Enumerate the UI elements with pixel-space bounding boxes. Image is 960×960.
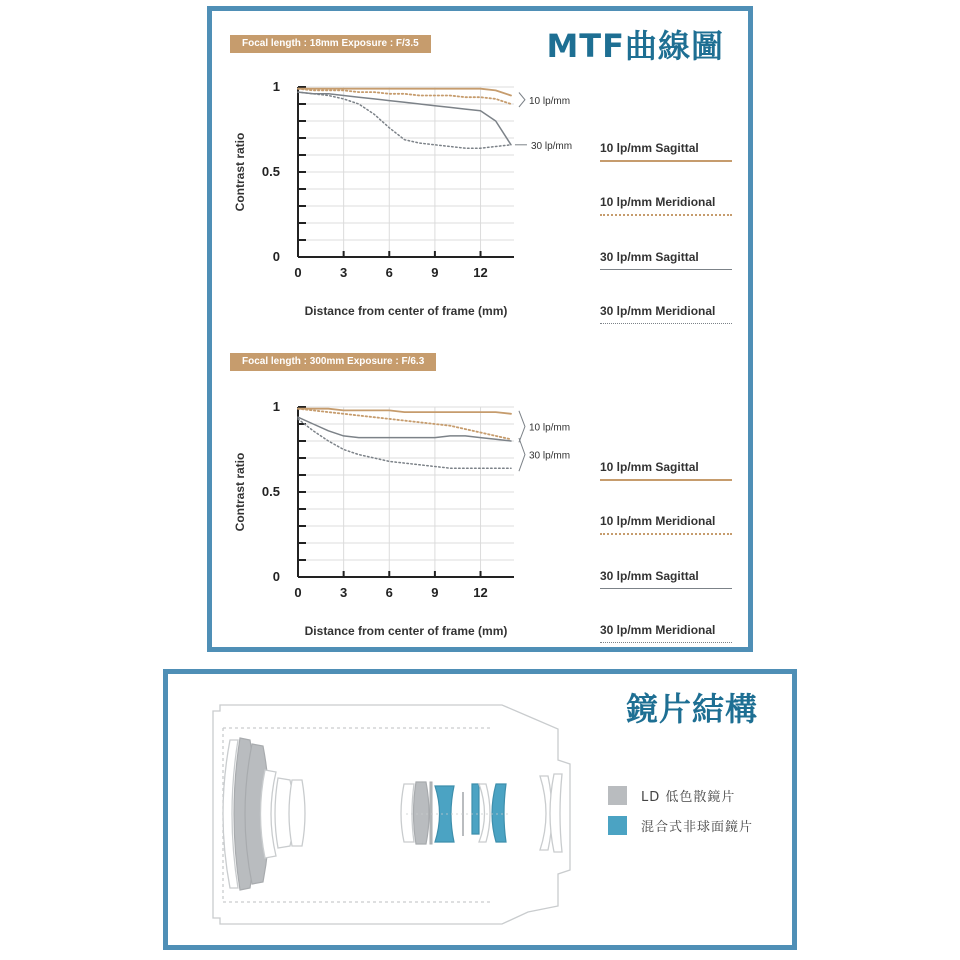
y-tick-label: 0.5 bbox=[261, 164, 280, 179]
legend-item bbox=[600, 195, 732, 216]
legend-item bbox=[600, 623, 732, 643]
y-tick-label: 0.5 bbox=[261, 484, 280, 499]
legend-label: 30 lp/mm Meridional bbox=[600, 623, 716, 637]
mtf-chart-18mm bbox=[212, 11, 752, 331]
x-tick-label: 6 bbox=[385, 265, 393, 280]
ld-legend-swatch bbox=[608, 786, 627, 805]
mtf-panel bbox=[207, 6, 753, 652]
hybrid-legend-swatch bbox=[608, 816, 627, 835]
legend-swatch bbox=[600, 642, 732, 643]
x-tick-label: 3 bbox=[340, 265, 348, 280]
series-line-30-lp-mm-sagittal bbox=[298, 92, 511, 145]
y-tick-label: 0 bbox=[272, 569, 280, 584]
legend-swatch bbox=[600, 479, 732, 481]
legend-label: 30 lp/mm Sagittal bbox=[600, 569, 699, 583]
chart-2-focal-label: Focal length : 300mm Exposure : F/6.3 bbox=[230, 353, 436, 371]
series-line-30-lp-mm-meridional bbox=[298, 419, 511, 468]
legend-swatch bbox=[600, 533, 732, 535]
x-tick-label: 9 bbox=[431, 265, 439, 280]
x-tick-label: 0 bbox=[294, 265, 302, 280]
legend-swatch bbox=[600, 269, 732, 270]
y-tick-label: 1 bbox=[272, 79, 280, 94]
legend-label: 30 lp/mm Meridional bbox=[600, 304, 716, 318]
legend-item bbox=[600, 141, 732, 162]
legend-label: 30 lp/mm Sagittal bbox=[600, 250, 699, 264]
hybrid-aspherical-lens-element bbox=[472, 784, 479, 834]
legend-label: 10 lp/mm Meridional bbox=[600, 514, 716, 528]
x-tick-label: 0 bbox=[294, 585, 302, 600]
series-group bbox=[298, 409, 511, 469]
series-group bbox=[298, 89, 511, 149]
ld-legend-label: LD 低色散鏡片 bbox=[641, 790, 736, 805]
annotation-brace bbox=[519, 93, 525, 108]
x-axis-title: Distance from center of frame (mm) bbox=[304, 624, 508, 638]
y-axis-title: Contrast ratio bbox=[233, 132, 247, 212]
y-tick-label: 0 bbox=[272, 249, 280, 264]
x-tick-label: 12 bbox=[473, 265, 488, 280]
lens-legend-item-hybrid bbox=[608, 816, 753, 835]
legend-item bbox=[600, 304, 732, 324]
legend-swatch bbox=[600, 214, 732, 216]
middle-lens-group bbox=[401, 782, 506, 844]
rear-lens-group bbox=[540, 774, 562, 852]
mtf-panel-title: MTF曲線圖 bbox=[546, 27, 724, 65]
legend-swatch bbox=[600, 588, 732, 589]
y-axis-title: Contrast ratio bbox=[233, 452, 247, 532]
legend-label: 10 lp/mm Meridional bbox=[600, 195, 716, 209]
x-tick-label: 6 bbox=[385, 585, 393, 600]
hybrid-aspherical-lens-element bbox=[492, 784, 506, 842]
legend-swatch bbox=[600, 160, 732, 162]
grid bbox=[298, 87, 514, 257]
x-axis-title: Distance from center of frame (mm) bbox=[304, 304, 508, 318]
legend-item bbox=[600, 514, 732, 535]
annotation-brace bbox=[519, 411, 525, 443]
front-lens-group bbox=[223, 738, 305, 890]
y-tick-label: 1 bbox=[272, 399, 280, 414]
legend-item bbox=[600, 250, 732, 270]
mtf-chart-300mm bbox=[212, 331, 752, 651]
legend-label: 10 lp/mm Sagittal bbox=[600, 141, 699, 155]
annotation-label: 10 lp/mm bbox=[528, 95, 571, 107]
x-tick-label: 3 bbox=[340, 585, 348, 600]
legend-item bbox=[600, 460, 732, 481]
annotation-brace bbox=[519, 438, 525, 471]
annotation-label: 30 lp/mm bbox=[530, 140, 573, 152]
annotation-label: 10 lp/mm bbox=[528, 422, 571, 434]
lens-diagram bbox=[168, 674, 628, 934]
series-line-30-lp-mm-meridional bbox=[298, 92, 511, 148]
annotation-label: 30 lp/mm bbox=[528, 450, 571, 462]
lens-panel-title: 鏡片結構 bbox=[625, 690, 758, 728]
lens-legend-item-ld bbox=[608, 786, 735, 805]
legend-item bbox=[600, 569, 732, 589]
chart-1-focal-label: Focal length : 18mm Exposure : F/3.5 bbox=[230, 35, 431, 53]
hybrid-legend-label: 混合式非球面鏡片 bbox=[641, 820, 754, 835]
legend-swatch bbox=[600, 323, 732, 324]
annotations bbox=[519, 411, 570, 471]
annotations bbox=[515, 93, 572, 152]
legend-label: 10 lp/mm Sagittal bbox=[600, 460, 699, 474]
x-tick-label: 9 bbox=[431, 585, 439, 600]
lens-structure-panel bbox=[163, 669, 797, 950]
ld-lens-element bbox=[414, 782, 430, 844]
x-tick-label: 12 bbox=[473, 585, 488, 600]
